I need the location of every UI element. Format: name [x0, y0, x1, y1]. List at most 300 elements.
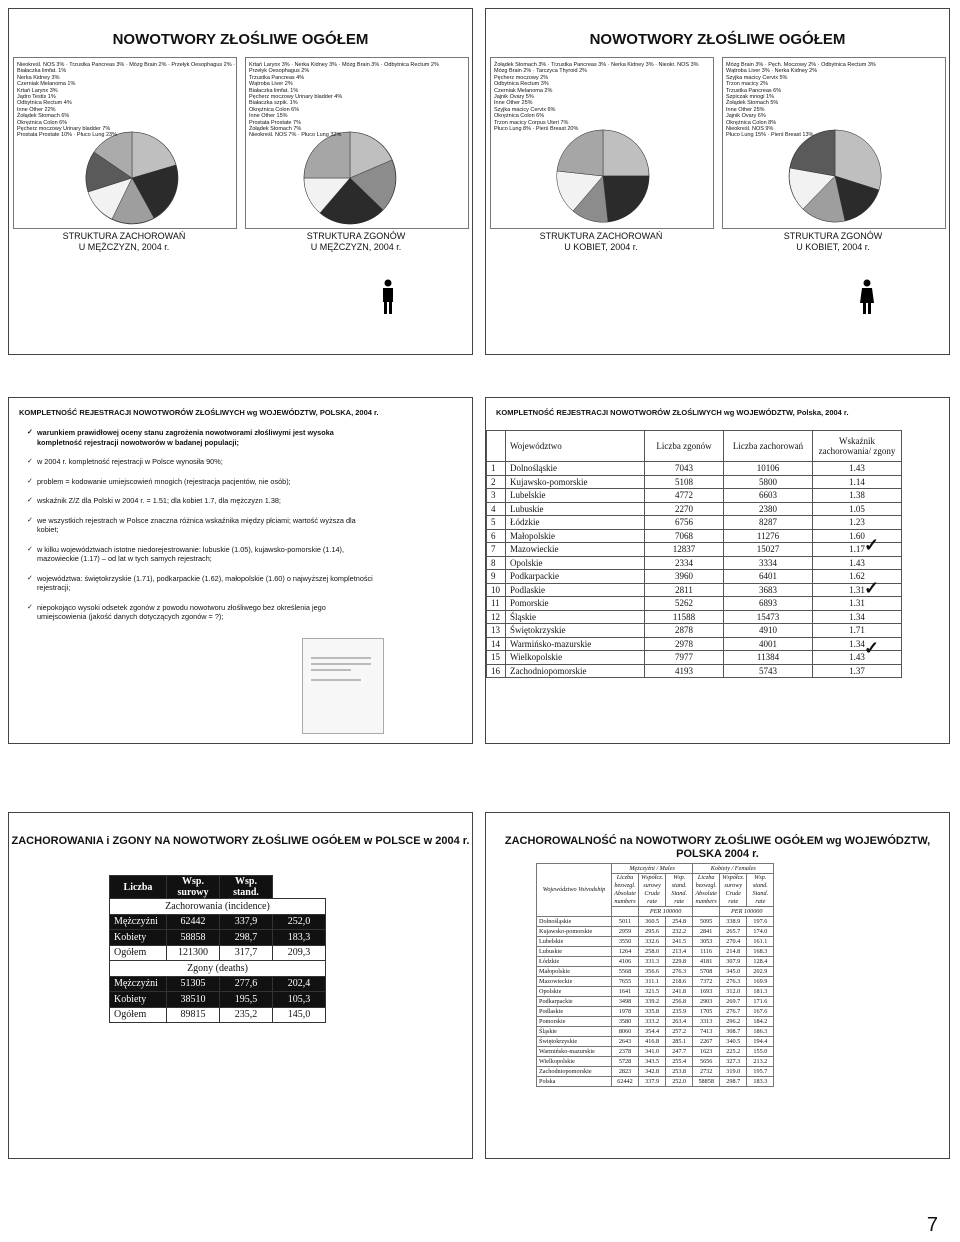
- col-header: Wskaźnik zachorowania/ zgony: [813, 431, 902, 462]
- table-cell: 5262: [645, 597, 724, 611]
- table-cell: 333.2: [639, 1017, 666, 1027]
- table-cell: 2811: [645, 583, 724, 597]
- region-name: Śląskie: [537, 1027, 612, 1037]
- region-name: Polska: [537, 1077, 612, 1087]
- pie-label: Szyjka macicy Cervix 6%: [494, 106, 556, 113]
- table-cell: 171.6: [747, 997, 774, 1007]
- bullet-item: ✓ w 2004 r. kompletność rejestracji w Polsce wynosiła 90%;: [27, 457, 377, 467]
- table-cell: 12: [487, 610, 506, 624]
- table-cell: 62442: [612, 1077, 639, 1087]
- table-cell: 169.9: [747, 977, 774, 987]
- pie-label: Pierś Breast 20%: [535, 126, 579, 133]
- table-cell: 15027: [724, 543, 813, 557]
- slide-completeness-table: [485, 397, 950, 744]
- table-cell: 3313: [693, 1017, 720, 1027]
- region-name: Dolnośląskie: [537, 917, 612, 927]
- pie-label: Nerka Kidney 2%: [774, 68, 818, 75]
- table-cell: 327.3: [720, 1057, 747, 1067]
- table-cell: 225.2: [720, 1047, 747, 1057]
- page-number: 7: [926, 1214, 938, 1236]
- table-row: [537, 927, 774, 937]
- table-cell: 218.6: [666, 977, 693, 987]
- table-row: [537, 1057, 774, 1067]
- table-cell: 5095: [693, 917, 720, 927]
- table-row: [537, 1037, 774, 1047]
- section-header: Zgony (deaths): [110, 961, 326, 977]
- table-cell: 1.43: [813, 462, 902, 476]
- pie-label: Pęcherz moczowy 2%: [494, 74, 549, 81]
- table-row: [110, 914, 326, 930]
- table-cell: 276.7: [720, 1007, 747, 1017]
- pie-labels: Mózg Brain 3% · Pęch. Moczowy 2% · Odbytnica Rectum 3% Wątroba Liver 3% · Nerka Kidney 2% Szyjka macicy Cervix 5% Trzon macicy 2% Trzustka Pancreas 6% Szpiczak mnogi 1% Żołądek Stomach 5% Inne Other 25% Jajnik Ovary 6% Okrężnica Colon 8% Nieokreśl. NOS 9% Płuco Lung 15% · Pierś Breast 13%: [726, 62, 876, 139]
- table-row: [537, 967, 774, 977]
- table-row: [487, 556, 902, 570]
- table-cell: 202,4: [273, 976, 326, 992]
- pie-label: Okrężnica Colon 8%: [726, 119, 777, 126]
- group-header-men: Mężczyźni / Males: [612, 864, 693, 874]
- table-cell: 183,3: [273, 930, 326, 946]
- table-cell: 298.7: [720, 1077, 747, 1087]
- row-label: Ogółem: [110, 945, 167, 961]
- table-cell: 13: [487, 624, 506, 638]
- table-cell: 270.4: [720, 937, 747, 947]
- pie-label: Płuco Lung 15%: [726, 132, 767, 139]
- table-row: [537, 987, 774, 997]
- slide-voivodship-incidence: [485, 812, 950, 1159]
- table-row: [537, 977, 774, 987]
- row-label: Mężczyźni: [110, 976, 167, 992]
- region-name: Kujawsko-pomorskie: [506, 475, 645, 489]
- region-name: Małopolskie: [506, 529, 645, 543]
- table-cell: 2732: [693, 1067, 720, 1077]
- table-cell: 256.8: [666, 997, 693, 1007]
- pie-label: Trzustka Pancreas 4%: [249, 74, 305, 81]
- table-cell: 1.23: [813, 516, 902, 530]
- row-label: Kobiety: [110, 992, 167, 1008]
- table-cell: 345.0: [720, 967, 747, 977]
- table-cell: 3960: [645, 570, 724, 584]
- table-row: [487, 475, 902, 489]
- pie-label: Żołądek Stomach 5%: [726, 100, 779, 107]
- table-cell: 1.34: [813, 637, 902, 651]
- section-header: Zachorowania (incidence): [110, 899, 326, 915]
- pie-label: Żołądek Stomach 3%: [494, 62, 547, 68]
- table-cell: 8060: [612, 1027, 639, 1037]
- pie-label: Jajnik Ovary 5%: [494, 94, 534, 101]
- pie-label: Nerka Kidney 3%: [611, 62, 654, 68]
- table-cell: 7655: [612, 977, 639, 987]
- pie-label: Prostata Prostate 7%: [249, 119, 301, 126]
- per-label: PER 100000: [720, 907, 774, 917]
- table-cell: 7372: [693, 977, 720, 987]
- table-cell: 1.05: [813, 502, 902, 516]
- region-name: Lubuskie: [537, 947, 612, 957]
- region-name: Pomorskie: [537, 1017, 612, 1027]
- table-cell: 340.5: [720, 1037, 747, 1047]
- pie-label: Szyjka macicy Cervix 5%: [726, 74, 788, 81]
- bullet-item: ✓ niepokojąco wysoki odsetek zgonów z powodu nowotworu złośliwego bez określenia jego umiejscowienia (jakość danych dotyczących zgonów = ?);: [27, 603, 377, 622]
- table-row: [110, 945, 326, 961]
- pie-label: Trzustka Pancreas 6%: [726, 87, 782, 94]
- pie-label: Jądro Testis 1%: [17, 94, 56, 101]
- row-label: Kobiety: [110, 930, 167, 946]
- pie-label: Prostata Prostate 10%: [17, 132, 73, 139]
- table-cell: 4: [487, 502, 506, 516]
- pie-label: Mózg Brain 3%: [726, 62, 764, 68]
- col-header: Wsp. stand. Stand. rate: [747, 874, 774, 907]
- pie-label: Nieokreśl. NOS 9%: [726, 126, 774, 133]
- pie-panel-female-deaths: [722, 57, 946, 229]
- pie-panel-male-incidence: [13, 57, 237, 229]
- bullet-item: ✓ warunkiem prawidłowej oceny stanu zagrożenia nowotworami złośliwymi jest wysoka kompletność rejestracji nowotworów w badanej populacji;: [27, 428, 377, 447]
- pie-label: Mózg Brain 2%: [494, 68, 532, 75]
- table-cell: 2270: [645, 502, 724, 516]
- table-cell: 296.2: [720, 1017, 747, 1027]
- table-row: [110, 976, 326, 992]
- pie-label: Przełyk Oesophagus 2%: [171, 62, 232, 68]
- table-row: [487, 610, 902, 624]
- table-cell: 2878: [645, 624, 724, 638]
- pie-label: Trzon macicy Corpus Uteri 7%: [494, 119, 569, 126]
- table-cell: 209,3: [273, 945, 326, 961]
- table-cell: 337,9: [220, 914, 273, 930]
- table-row: [487, 516, 902, 530]
- table-cell: 2334: [645, 556, 724, 570]
- table-cell: 255.4: [666, 1057, 693, 1067]
- caption-male-deaths: STRUKTURA ZGONÓW U MĘŻCZYZN, 2004 r.: [306, 231, 406, 252]
- slide-title: ZACHOROWALNOŚĆ na NOWOTWORY ZŁOŚLIWE OGÓŁEM wg WOJEWÓDZTW, POLSKA 2004 r.: [504, 835, 931, 860]
- table-cell: 7043: [645, 462, 724, 476]
- table-cell: 167.6: [747, 1007, 774, 1017]
- table-cell: 5011: [612, 917, 639, 927]
- table-cell: 3053: [693, 937, 720, 947]
- table-cell: 6603: [724, 489, 813, 503]
- table-cell: 276.3: [666, 967, 693, 977]
- table-cell: 5108: [645, 475, 724, 489]
- table-cell: 252,0: [273, 914, 326, 930]
- pie-label: Wątroba Liver 2%: [249, 81, 293, 88]
- pie-label: Nieokr. NOS 3%: [658, 62, 699, 68]
- table-cell: 2378: [612, 1047, 639, 1057]
- table-cell: 174.0: [747, 927, 774, 937]
- pie-label: Krtań Larynx 3%: [249, 62, 290, 68]
- table-cell: 339.2: [639, 997, 666, 1007]
- col-header: Współcz. surowy Crude rate: [720, 874, 747, 907]
- row-label: Mężczyźni: [110, 914, 167, 930]
- bullet-item: ✓ województwa: świętokrzyskie (1.71), podkarpackie (1.62), małopolskie (1.60) o najwyższej kompletności rejestracji;: [27, 574, 377, 593]
- table-cell: 168.3: [747, 947, 774, 957]
- col-header: Wsp. surowy: [167, 876, 220, 899]
- col-header: Województwo: [506, 431, 645, 462]
- table-cell: 1.38: [813, 489, 902, 503]
- table-row: [537, 937, 774, 947]
- table-row: [537, 1017, 774, 1027]
- pie-labels: Krtań Larynx 3% · Nerka Kidney 3% · Mózg Brain 3% · Odbytnica Rectum 2% Przełyk Oesophagus 2% Trzustka Pancreas 4% Wątroba Liver 2% Białaczka limfat. 1% Pęcherz moczowy Urinary bladder 4% Białaczka szpik. 1% Okrężnica Colon 6% Inne Other 15% Prostata Prostate 7% Żołądek Stomach 7% Nieokreśl. NOS 7% · Płuco Lung 32%: [249, 62, 439, 139]
- table-cell: 4910: [724, 624, 813, 638]
- pie-label: Odbytnica Rectum 3%: [494, 81, 549, 88]
- table-row: [487, 597, 902, 611]
- table-cell: 5568: [612, 967, 639, 977]
- pie-label: Czerniak Melanoma 1%: [17, 81, 76, 88]
- table-cell: 14: [487, 637, 506, 651]
- pie-panel-male-deaths: [245, 57, 469, 229]
- table-cell: 252.0: [666, 1077, 693, 1087]
- pie-label: Inne Other 25%: [726, 106, 765, 113]
- table-cell: 1.62: [813, 570, 902, 584]
- caption-male-incidence: STRUKTURA ZACHOROWAŃ U MĘŻCZYZN, 2004 r.: [62, 231, 186, 252]
- pie-label: Jajnik Ovary 6%: [726, 113, 766, 120]
- table-cell: 213.4: [666, 947, 693, 957]
- region-name: Warmińsko-mazurskie: [537, 1047, 612, 1057]
- bullet-item: ✓ wskaźnik Z/Z dla Polski w 2004 r. = 1.51; dla kobiet 1.7, dla mężczyzn 1.38;: [27, 496, 377, 506]
- table-cell: 298,7: [220, 930, 273, 946]
- col-header: Liczba zgonów: [645, 431, 724, 462]
- pie-label: Pęch. Moczowy 2%: [768, 62, 817, 68]
- table-cell: 2267: [693, 1037, 720, 1047]
- bullet-item: ✓ problem = kodowanie umiejscowień mnogich (rejestracja pacjentów, nie osób);: [27, 477, 377, 487]
- table-cell: 11: [487, 597, 506, 611]
- region-name: Podlaskie: [506, 583, 645, 597]
- pie-label: Inne Other 22%: [17, 106, 56, 113]
- table-cell: 317,7: [220, 945, 273, 961]
- region-name: Pomorskie: [506, 597, 645, 611]
- male-figure-icon: [379, 279, 397, 315]
- slide-title: ZACHOROWANIA i ZGONY NA NOWOTWORY ZŁOŚLIWE OGÓŁEM w POLSCE w 2004 r.: [11, 835, 470, 847]
- pie-label: Płuco Lung 23%: [76, 132, 117, 139]
- table-row: [537, 1047, 774, 1057]
- table-row: [110, 992, 326, 1008]
- table-cell: 9: [487, 570, 506, 584]
- pie-label: Pierś Breast 13%: [770, 132, 814, 139]
- table-cell: 6: [487, 529, 506, 543]
- region-name: Łódzkie: [506, 516, 645, 530]
- pie-label: Czerniak Melanoma 2%: [494, 87, 553, 94]
- check-mark-icon: ✓: [864, 638, 880, 658]
- pie-label: Tarczyca Thyroid 2%: [536, 68, 588, 75]
- table-cell: 1.34: [813, 610, 902, 624]
- table-cell: 58858: [167, 930, 220, 946]
- table-cell: 1.71: [813, 624, 902, 638]
- table-row: [537, 1077, 774, 1087]
- pie-labels: Żołądek Stomach 3% · Trzustka Pancreas 3% · Nerka Kidney 3% · Nieokr. NOS 3% Mózg Brain 2% · Tarczyca Thyroid 2% Pęcherz moczowy 2% Odbytnica Rectum 3% Czerniak Melanoma 2% Jajnik Ovary 5% Inne Other 25% Szyjka macicy Cervix 6% Okrężnica Colon 6% Trzon macicy Corpus Uteri 7% Płuco Lung 8% · Pierś Breast 20%: [494, 62, 699, 133]
- table-cell: 265.7: [720, 927, 747, 937]
- region-name: Dolnośląskie: [506, 462, 645, 476]
- table-row: [537, 997, 774, 1007]
- table-cell: 3580: [612, 1017, 639, 1027]
- table-row: [537, 1007, 774, 1017]
- table-cell: 1693: [693, 987, 720, 997]
- table-cell: 2380: [724, 502, 813, 516]
- pie-label: Krtań Larynx 3%: [17, 87, 58, 94]
- table-cell: 254.8: [666, 917, 693, 927]
- region-name: Śląskie: [506, 610, 645, 624]
- bullet-list: [27, 428, 377, 632]
- table-cell: 241.5: [666, 937, 693, 947]
- pie-label: Nerka Kidney 3%: [294, 62, 338, 68]
- region-name: Kujawsko-pomorskie: [537, 927, 612, 937]
- table-row: [487, 637, 902, 651]
- check-mark-icon: ✓: [864, 535, 880, 555]
- table-cell: 1116: [693, 947, 720, 957]
- table-cell: 2903: [693, 997, 720, 1007]
- pie-label: Mózg Brain 2%: [129, 62, 167, 68]
- caption-female-incidence: STRUKTURA ZACHOROWAŃ U KOBIET, 2004 r.: [539, 231, 663, 252]
- col-header: Wsp. stand.: [220, 876, 273, 899]
- table-cell: 5: [487, 516, 506, 530]
- pie-label: Płuco Lung 8%: [494, 126, 531, 133]
- table-cell: 229.8: [666, 957, 693, 967]
- table-cell: 3550: [612, 937, 639, 947]
- region-name: Podkarpackie: [537, 997, 612, 1007]
- table-cell: 1: [487, 462, 506, 476]
- region-name: Opolskie: [537, 987, 612, 997]
- table-cell: 1978: [612, 1007, 639, 1017]
- region-name: Świętokrzyskie: [537, 1037, 612, 1047]
- table-cell: 4001: [724, 637, 813, 651]
- region-name: Mazowieckie: [506, 543, 645, 557]
- table-cell: 321.5: [639, 987, 666, 997]
- table-cell: 3: [487, 489, 506, 503]
- table-cell: 7068: [645, 529, 724, 543]
- pie-label: Trzustka Pancreas 3%: [551, 62, 607, 68]
- table-row: [487, 489, 902, 503]
- table-cell: 15473: [724, 610, 813, 624]
- table-cell: 183.3: [747, 1077, 774, 1087]
- incidence-deaths-table: [109, 875, 326, 1023]
- table-cell: 11384: [724, 651, 813, 665]
- table-cell: 4772: [645, 489, 724, 503]
- table-cell: 343.5: [639, 1057, 666, 1067]
- pie-label: Odbytnica Rectum 3%: [821, 62, 876, 68]
- caption-female-deaths: STRUKTURA ZGONÓW U KOBIET, 2004 r.: [783, 231, 883, 252]
- table-cell: 6756: [645, 516, 724, 530]
- table-cell: 307.9: [720, 957, 747, 967]
- col-header: Współcz. surowy Crude rate: [639, 874, 666, 907]
- table-cell: 11588: [645, 610, 724, 624]
- pie-labels: Nieokreśl. NOS 3% · Trzustka Pancreas 3% · Mózg Brain 2% · Przełyk Oesophagus 2% · Białaczka limfat. 1% Nerka Kidney 3% Czerniak Melanoma 1% Krtań Larynx 3% Jądro Testis 1% Odbytnica Rectum 4% Inne Other 22% Żołądek Stomach 6% Okrężnica Colon 6% Pęcherz moczowy Urinary bladder 7% Prostata Prostate 10% · Płuco Lung 23%: [17, 62, 235, 139]
- table-cell: 194.4: [747, 1037, 774, 1047]
- pie-label: Odbytnica Rectum 2%: [384, 62, 439, 68]
- table-cell: 312.0: [720, 987, 747, 997]
- table-cell: 276.3: [720, 977, 747, 987]
- pie-label: Białaczka szpik. 1%: [249, 100, 298, 107]
- pie-label: Nieokreśl. NOS 7%: [249, 132, 297, 139]
- table-cell: 232.2: [666, 927, 693, 937]
- region-name: Warmińsko-mazurskie: [506, 637, 645, 651]
- table-cell: 161.1: [747, 937, 774, 947]
- pie-label: Żołądek Stomach 6%: [17, 113, 70, 120]
- table-row: [487, 624, 902, 638]
- table-row: [487, 543, 902, 557]
- table-row: [537, 957, 774, 967]
- per-label: PER 100000: [639, 907, 693, 917]
- table-row: [487, 529, 902, 543]
- table-cell: 341.0: [639, 1047, 666, 1057]
- voivodship-rates-table: [536, 863, 774, 1087]
- pie-label: Inne Other 25%: [494, 100, 533, 107]
- table-cell: 10106: [724, 462, 813, 476]
- table-cell: 360.5: [639, 917, 666, 927]
- table-cell: 5743: [724, 664, 813, 678]
- region-name: Lubelskie: [506, 489, 645, 503]
- pie-label: Pęcherz moczowy Urinary bladder 4%: [249, 94, 343, 101]
- slide-female-structure: [485, 8, 950, 355]
- pie-panel-female-incidence: [490, 57, 714, 229]
- table-row: [487, 651, 902, 665]
- table-cell: 319.0: [720, 1067, 747, 1077]
- table-cell: 128.4: [747, 957, 774, 967]
- pie-label: Szpiczak mnogi 1%: [726, 94, 774, 101]
- table-cell: 416.8: [639, 1037, 666, 1047]
- pie-label: Okrężnica Colon 6%: [17, 119, 68, 126]
- table-cell: 1264: [612, 947, 639, 957]
- table-cell: 195.7: [747, 1067, 774, 1077]
- col-header: Województwo Voivodship: [537, 864, 612, 917]
- pie-label: Odbytnica Rectum 4%: [17, 100, 72, 107]
- table-cell: 1.43: [813, 651, 902, 665]
- table-cell: 214.8: [720, 947, 747, 957]
- table-cell: 285.1: [666, 1037, 693, 1047]
- table-row: [487, 583, 902, 597]
- table-cell: 7977: [645, 651, 724, 665]
- pie-label: Trzon macicy 2%: [726, 81, 768, 88]
- table-row: [487, 462, 902, 476]
- col-header: Liczba bezwzgl. Absolute numbers: [612, 874, 639, 907]
- table-cell: 11276: [724, 529, 813, 543]
- region-name: Zachodniopomorskie: [506, 664, 645, 678]
- table-cell: 331.3: [639, 957, 666, 967]
- table-cell: 105,3: [273, 992, 326, 1008]
- pie-label: Mózg Brain 3%: [341, 62, 380, 68]
- row-label: Ogółem: [110, 1007, 167, 1023]
- pie-label: Trzustka Pancreas 3%: [69, 62, 125, 68]
- table-cell: 1.31: [813, 597, 902, 611]
- table-cell: 51305: [167, 976, 220, 992]
- table-cell: 184.2: [747, 1017, 774, 1027]
- table-cell: 269.7: [720, 997, 747, 1007]
- pie-label: Pęcherz moczowy Urinary bladder 7%: [17, 126, 111, 133]
- region-name: Wielkopolskie: [537, 1057, 612, 1067]
- table-cell: 38510: [167, 992, 220, 1008]
- slide-title: KOMPLETNOŚĆ REJESTRACJI NOWOTWORÓW ZŁOŚLIWYCH wg WOJEWÓDZTW, POLSKA, 2004 r.: [19, 408, 379, 417]
- table-cell: 58858: [693, 1077, 720, 1087]
- table-cell: 253.8: [666, 1067, 693, 1077]
- pie-label: Nieokreśl. NOS 3%: [17, 62, 65, 68]
- table-cell: 332.6: [639, 937, 666, 947]
- table-cell: 356.6: [639, 967, 666, 977]
- col-header: Wsp. stand. Stand. rate: [666, 874, 693, 907]
- table-cell: 5656: [693, 1057, 720, 1067]
- female-figure-icon: [858, 279, 876, 315]
- report-cover-thumbnail: [302, 638, 384, 734]
- pie-label: Białaczka limfat. 1%: [249, 87, 299, 94]
- region-name: Podkarpackie: [506, 570, 645, 584]
- table-cell: 311.1: [639, 977, 666, 987]
- table-row: [487, 502, 902, 516]
- table-row: [537, 917, 774, 927]
- table-cell: 89815: [167, 1007, 220, 1023]
- table-cell: 3334: [724, 556, 813, 570]
- table-row: [537, 1027, 774, 1037]
- table-cell: 5708: [693, 967, 720, 977]
- table-cell: 1641: [612, 987, 639, 997]
- table-cell: 335.8: [639, 1007, 666, 1017]
- table-cell: 247.7: [666, 1047, 693, 1057]
- table-cell: 197.6: [747, 917, 774, 927]
- table-row: [110, 930, 326, 946]
- table-row: [537, 947, 774, 957]
- table-cell: 338.9: [720, 917, 747, 927]
